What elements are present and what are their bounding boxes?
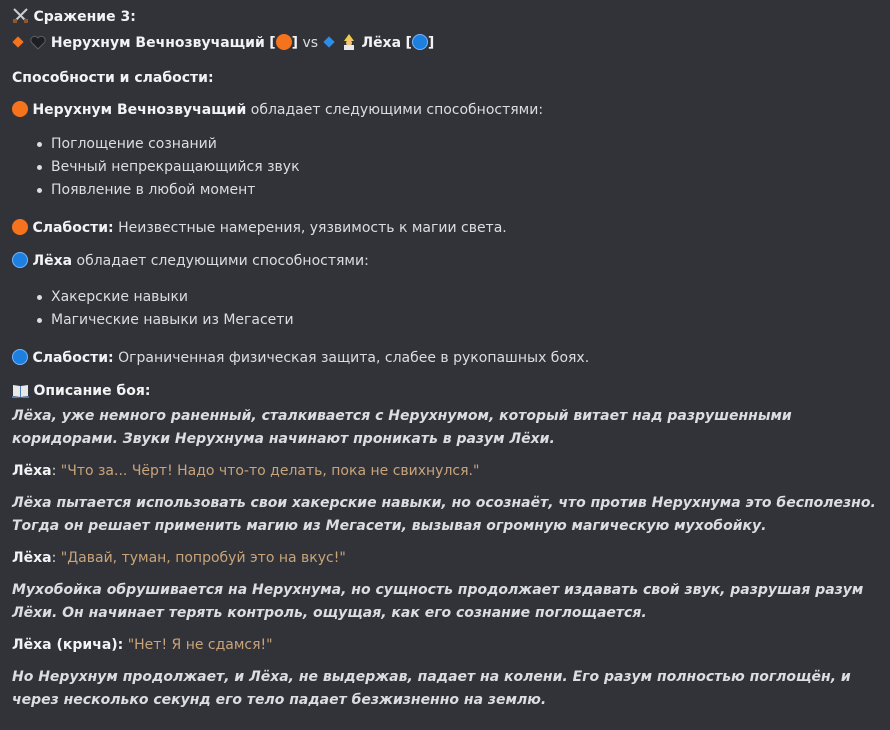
orange-circle-icon [276, 34, 292, 50]
quote-speaker-3: Лёха (крича): [12, 637, 124, 653]
message-content [12, 6, 882, 711]
battle-paragraph-2: Лёха пытается использовать свои хакерские навыки, но осознаёт, что против Нерухнума это бесполезно. Тогда он решает применить магию из Мегасети, вызывая огромную магическую мухобойку. [12, 495, 876, 534]
bracket-close-1: ] [291, 35, 299, 51]
orange-diamond-icon [12, 36, 23, 47]
vs-label: vs [302, 35, 319, 51]
list-item: Хакерские навыки [51, 286, 882, 309]
blue-diamond-icon [323, 36, 334, 47]
fighter2-ability-list [12, 286, 882, 332]
battle-paragraph-1: Лёха, уже немного раненный, сталкивается с Нерухнумом, который витает над разрушенными коридорами. Звуки Нерухнума начинают проникать в разум Лёхи. [12, 408, 792, 447]
open-book-icon [12, 383, 29, 405]
fighter2-weaknesses: Ограниченная физическая защита, слабее в рукопашных боях. [118, 350, 590, 366]
fighter1-weaknesses: Неизвестные намерения, уязвимость к магии света. [118, 220, 507, 236]
fighter1-abilities-line [12, 99, 882, 121]
fighter1-ability-list [12, 133, 882, 202]
fighter2-name: Лёха [361, 35, 402, 51]
black-heart-icon [30, 35, 46, 57]
abilities-heading-line [12, 67, 882, 89]
fighter2-weakness-label: Слабости: [32, 350, 114, 366]
quote-colon-2: : [51, 550, 57, 566]
bracket-close-2: ] [427, 35, 435, 51]
quote-text-2: "Давай, туман, попробуй это на вкус!" [60, 550, 346, 566]
orange-circle-icon [12, 101, 28, 117]
list-item: Поглощение сознаний [51, 133, 882, 156]
quote-speaker-1: Лёха [12, 463, 52, 479]
battle-paragraph-3: Мухобойка обрушивается на Нерухнума, но сущность продолжает издавать свой звук, разрушая разум Лёхи. Он начинает терять контроль, ощущая, как его сознание поглощается. [12, 582, 864, 621]
fighter1-weakness-line [12, 217, 882, 239]
fighter2-abilities-intro: обладает следующими способностями: [76, 253, 369, 269]
fighter1-name: Нерухнум Вечнозвучащий [50, 35, 265, 51]
fighter2-abilities-line [12, 250, 882, 272]
quote-colon-1: : [51, 463, 57, 479]
fighter2-weakness-line [12, 347, 882, 369]
bracket-open-1: [ [269, 35, 276, 51]
list-item: Появление в любой момент [51, 179, 882, 202]
abilities-heading: Способности и слабости: [12, 70, 214, 86]
quote-line-1 [12, 460, 882, 482]
crossed-swords-icon [12, 7, 29, 31]
blue-circle-icon [12, 349, 28, 365]
quote-line-3 [12, 634, 882, 656]
fighter1-name-abilities: Нерухнум Вечнозвучащий [32, 102, 247, 118]
battle-heading-line [12, 380, 882, 405]
quote-line-2 [12, 547, 882, 569]
battle-heading: Описание боя: [33, 383, 151, 399]
quote-speaker-2: Лёха [12, 550, 52, 566]
orange-circle-icon [12, 219, 28, 235]
quote-text-3: "Нет! Я не сдамся!" [127, 637, 273, 653]
mage-icon [341, 34, 357, 57]
fighter1-abilities-intro: обладает следующими способностями: [250, 102, 544, 118]
battle-title-line [12, 6, 882, 31]
bracket-open-2: [ [405, 35, 412, 51]
fighter2-name-abilities: Лёха [32, 253, 73, 269]
list-item: Вечный непрекращающийся звук [51, 156, 882, 179]
battle-paragraph-4: Но Нерухнум продолжает, и Лёха, не выдержав, падает на колени. Его разум полностью поглощён, и через несколько секунд его тело падает безжизненно на землю. [12, 669, 851, 708]
list-item: Магические навыки из Мегасети [51, 309, 882, 332]
blue-circle-icon [12, 252, 28, 268]
versus-line [12, 32, 882, 57]
quote-text-1: "Что за... Чёрт! Надо что-то делать, пока не свихнулся." [60, 463, 480, 479]
fighter1-weakness-label: Слабости: [32, 220, 114, 236]
blue-circle-icon [412, 34, 428, 50]
battle-title: Сражение 3: [33, 9, 136, 25]
